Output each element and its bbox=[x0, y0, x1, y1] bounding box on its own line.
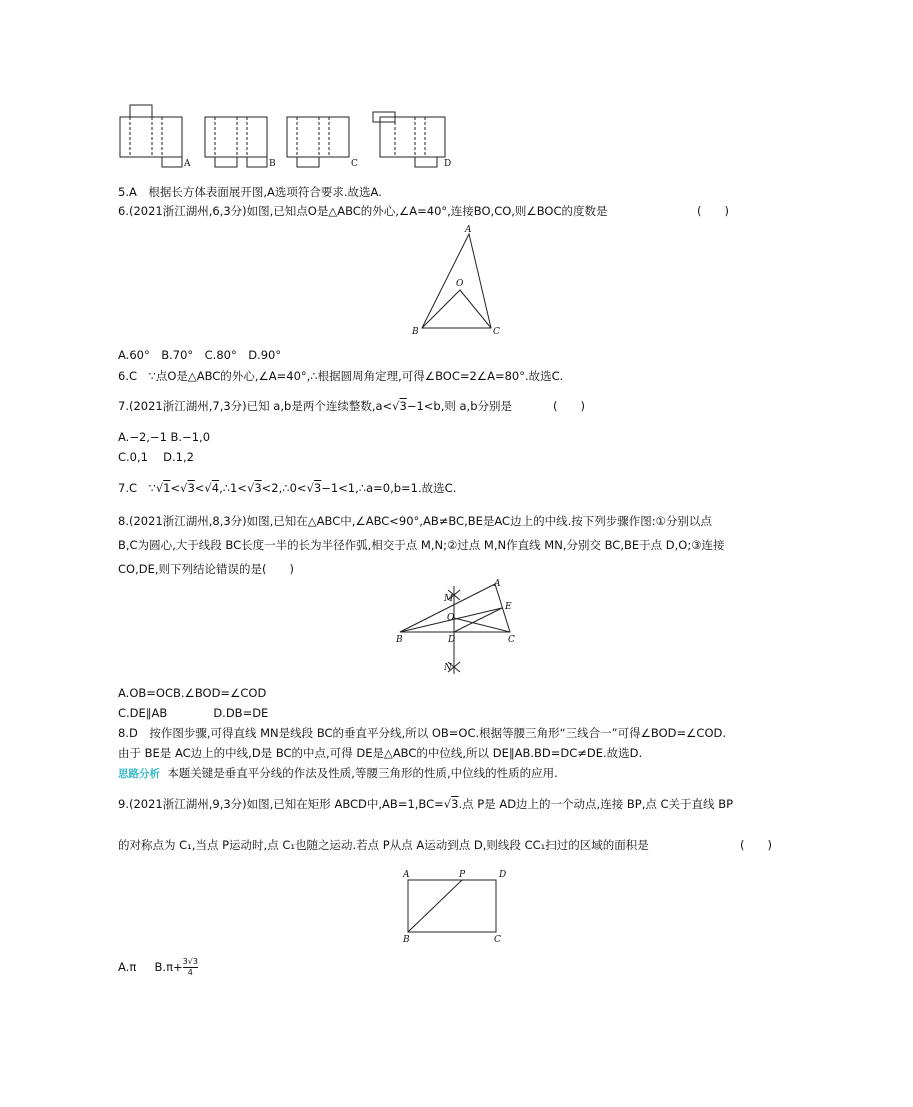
q6-label-b: B bbox=[412, 327, 419, 337]
q9-stem-line1: 9.(2021浙江湖州,9,3分)如图,已知在矩形 ABCD中,AB=1,BC=√3.点 P是 AD边上的一个动点,连接 BP,点 C关于直线 BP bbox=[118, 797, 734, 811]
q9-fraction-den: 4 bbox=[187, 968, 193, 977]
analysis-tag: 思路分析 bbox=[118, 768, 160, 780]
q7-answer-mid2: <2,∴0< bbox=[261, 481, 307, 495]
q7-stem-prefix: 7.(2021浙江湖州,7,3分)已知 a,b是两个连续整数,a< bbox=[118, 399, 393, 413]
q8-stem-line1: 8.(2021浙江湖州,8,3分)如图,已知在△ABC中,∠ABC<90°,AB≠BC,BE是AC边上的中线.按下列步骤作图:①分别以点 bbox=[118, 514, 712, 528]
q7-answer-prefix: 7.C ∵ bbox=[118, 481, 156, 495]
q8-analysis bbox=[118, 766, 558, 781]
q7-sqrt3: 3 bbox=[399, 399, 407, 413]
q8-label-c: C bbox=[508, 635, 515, 645]
q7-answer-end: −1<1,∴a=0,b=1.故选C. bbox=[321, 481, 457, 495]
q7-options-line1: A.−2,−1 B.−1,0 bbox=[118, 430, 211, 444]
q8-label-m: M bbox=[444, 594, 454, 604]
q7-answer-sqrt1: 1 bbox=[163, 481, 171, 495]
q8-label-e: E bbox=[505, 602, 512, 612]
q9-fraction-num: 3√3 bbox=[182, 957, 198, 966]
q6-label-o: O bbox=[456, 279, 464, 289]
q8-bracket: ( ) bbox=[262, 562, 294, 576]
q7-answer-mid: ,∴1< bbox=[219, 481, 248, 495]
q8-label-d: D bbox=[448, 635, 456, 645]
q9-option-a: A.π bbox=[118, 960, 137, 974]
q6-label-a: A bbox=[465, 225, 472, 235]
q9-rectangle-figure bbox=[398, 866, 510, 946]
q5-answer: 5.A 根据长方体表面展开图,A选项符合要求.故选A. bbox=[118, 185, 382, 199]
cuboid-nets-figure bbox=[115, 100, 460, 172]
q6-answer: 6.C ∵点O是△ABC的外心,∠A=40°,∴根据圆周角定理,可得∠BOC=2∠A=80°.故选C. bbox=[118, 369, 564, 383]
net-label-b: B bbox=[269, 159, 276, 169]
net-label-a: A bbox=[184, 159, 191, 169]
q7-answer: 7.C ∵√1<√3<√4,∴1<√3<2,∴0<√3−1<1,∴a=0,b=1.故选C. bbox=[118, 481, 457, 495]
q8-options-line2: C.DE∥AB D.DB=DE bbox=[118, 706, 269, 720]
q8-answer-line1: 8.D 按作图步骤,可得直线 MN是线段 BC的垂直平分线,所以 OB=OC.根据等腰三角形“三线合一”可得∠BOD=∠COD. bbox=[118, 726, 727, 740]
q9-label-d: D bbox=[499, 870, 507, 880]
q9-stem-line2: 的对称点为 C₁,当点 P运动时,点 C₁也随之运动.若点 P从点 A运动到点 D,则线段 CC₁扫过的区域的面积是 bbox=[118, 838, 649, 852]
q7-options-line2: C.0,1 D.1,2 bbox=[118, 450, 194, 464]
q9-sqrt3: 3 bbox=[451, 797, 459, 811]
q9-options bbox=[118, 957, 198, 981]
q7-answer-sqrt3b: 3 bbox=[254, 481, 262, 495]
q6-label-c: C bbox=[493, 327, 500, 337]
q9-option-b-prefix: B.π+ bbox=[154, 960, 183, 974]
q9-option-b-fraction bbox=[183, 957, 198, 978]
q7-stem: 7.(2021浙江湖州,7,3分)已知 a,b是两个连续整数,a<√3−1<b,则 a,b分别是 bbox=[118, 399, 513, 413]
q8-stem-line2: B,C为圆心,大于线段 BC长度一半的长为半径作弧,相交于点 M,N;②过点 M,N作直线 MN,分别交 BC,BE于点 D,O;③连接 bbox=[118, 538, 725, 552]
q7-answer-lt1: < bbox=[170, 481, 181, 495]
q8-construction-figure bbox=[392, 578, 527, 678]
analysis-text: 本题关键是垂直平分线的作法及性质,等腰三角形的性质,中位线的性质的应用. bbox=[167, 766, 558, 780]
q7-bracket: ( ) bbox=[553, 399, 585, 413]
q6-stem: 6.(2021浙江湖州,6,3分)如图,已知点O是△ABC的外心,∠A=40°,连接BO,CO,则∠BOC的度数是 bbox=[118, 204, 608, 218]
q9-label-b: B bbox=[403, 935, 410, 945]
net-label-d: D bbox=[444, 159, 452, 169]
q8-stem-line3-text: CO,DE,则下列结论错误的是 bbox=[118, 562, 263, 576]
q9-label-p: P bbox=[459, 870, 466, 880]
q8-label-a: A bbox=[494, 579, 501, 589]
q9-label-a: A bbox=[403, 870, 410, 880]
q8-label-n: N bbox=[444, 663, 452, 673]
q8-options-line1: A.OB=OCB.∠BOD=∠COD bbox=[118, 686, 267, 700]
q9-label-c: C bbox=[494, 935, 501, 945]
q7-stem-suffix: −1<b,则 a,b分别是 bbox=[406, 399, 513, 413]
q8-answer-line2: 由于 BE是 AC边上的中线,D是 BC的中点,可得 DE是△ABC的中位线,所以 DE∥AB.BD=DC≠DE.故选D. bbox=[118, 746, 643, 760]
q7-answer-lt2: < bbox=[194, 481, 205, 495]
q7-answer-sqrt3c: 3 bbox=[313, 481, 322, 495]
q9-stem-prefix: 9.(2021浙江湖州,9,3分)如图,已知在矩形 ABCD中,AB=1,BC= bbox=[118, 797, 444, 811]
q8-label-o: O bbox=[447, 613, 455, 623]
q9-stem-suffix: .点 P是 AD边上的一个动点,连接 BP,点 C关于直线 BP bbox=[458, 797, 734, 811]
q8-label-b: B bbox=[396, 635, 403, 645]
q8-stem-line3 bbox=[118, 562, 294, 576]
q9-bracket: ( ) bbox=[740, 838, 772, 852]
q6-bracket: ( ) bbox=[697, 204, 729, 218]
q6-options: A.60° B.70° C.80° D.90° bbox=[118, 348, 282, 362]
q6-triangle-figure bbox=[405, 224, 515, 340]
q7-answer-sqrt4: 4 bbox=[211, 481, 220, 495]
net-label-c: C bbox=[351, 159, 358, 169]
q7-answer-sqrt3: 3 bbox=[187, 481, 195, 495]
